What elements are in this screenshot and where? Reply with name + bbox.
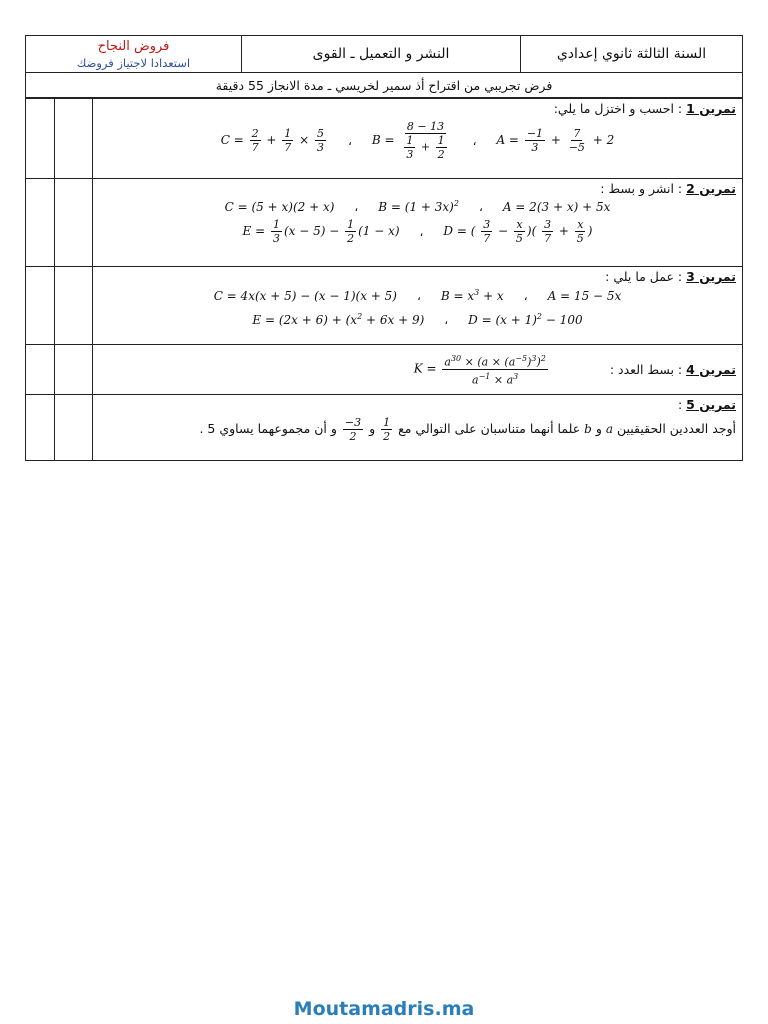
header-table <box>25 35 743 98</box>
expr-2-D: D = ( $\frac{3}{7}$ − $\frac{x}{5}$ )( $\frac{3}{7}$ + $\frac{x}{5}$ ) <box>443 218 593 245</box>
exercise-2-row-2: E = $\frac{1}{3}$ (x − 5) − $\frac{1}{2}$ (1 − x) ، D = ( $\frac{3}{7}$ − $\frac{x}{5}$ )( $\frac{3}{7}$ + $\frac{x}{5}$ ) <box>242 218 593 245</box>
grade-column <box>26 179 55 267</box>
grade-column <box>26 267 55 345</box>
expr-3-E: $E = (2x + 6) + (x^2 + 6x + 9)$ <box>252 312 425 327</box>
exam-subtitle: فرض تجريبي من اقتراح أذ سمير لخريسي ـ مدة الانجاز 55 دقيقة <box>26 73 743 98</box>
score-column <box>55 395 93 461</box>
exercise-5 <box>93 395 743 461</box>
exercise-5-instruction: : <box>677 397 683 412</box>
grade-column <box>26 395 55 461</box>
score-column <box>55 345 93 395</box>
exercise-5-text-1: أوجد العددين الحقيقيين <box>616 421 736 436</box>
exercise-4 <box>93 345 743 395</box>
exercise-2 <box>93 179 743 267</box>
exercise-5-label: تمرين 5 <box>686 397 736 412</box>
brand-top: فروض النجاح <box>97 38 170 54</box>
expr-3-B: $B = x^3 + x$ <box>440 288 504 303</box>
expr-1-C: C = $\frac{2}{7}$ + $\frac{1}{7}$ × $\frac{5}{3}$ <box>220 127 324 154</box>
exercise-3-instruction: : عمل ما يلي : <box>605 269 683 284</box>
exercise-5-statement: أوجد العددين الحقيقيين a و b علما أنهما متناسبان على التوالي مع $\frac{1}{2}$ و $\frac{-3}{2}$ و أن مجموعهما يساوي 5 . <box>199 416 736 443</box>
exercise-1-instruction: : احسب و اختزل ما يلي: <box>553 101 683 116</box>
grade-column <box>26 345 55 395</box>
expr-3-D: $D = (x + 1)^2 - 100$ <box>468 312 583 327</box>
brand-cell <box>26 36 242 73</box>
exercise-3-label: تمرين 3 <box>686 269 736 284</box>
score-column <box>55 179 93 267</box>
expr-2-E: E = $\frac{1}{3}$ (x − 5) − $\frac{1}{2}$ (1 − x) <box>242 218 400 245</box>
expr-3-A: A = 15 − 5x <box>547 288 622 303</box>
expr-2-C: C = (5 + x)(2 + x) <box>224 199 335 214</box>
class-level: السنة الثالثة ثانوي إعدادي <box>521 36 743 73</box>
expr-2-A: A = 2(3 + x) + 5x <box>502 199 611 214</box>
expr-2-B: $B = (1 + 3x)^2$ <box>378 199 459 214</box>
exercise-3-row-1: C = 4x(x + 5) − (x − 1)(x + 5) ، $B = x^3 + x$ ، A = 15 − 5x <box>213 288 622 303</box>
grade-column <box>26 99 55 179</box>
exercise-1-label: تمرين 1 <box>686 101 736 116</box>
exercise-2-instruction: : انشر و بسط : <box>600 181 683 196</box>
exercise-1-expressions: C = $\frac{2}{7}$ + $\frac{1}{7}$ × $\frac{5}{3}$ ، B = 8 − 13 $\frac{1}{3}$ + $\frac{1}{2}$ ، A = $\frac{-1}{3}$ + $\frac{7}{-5}$ + 2 <box>220 120 615 161</box>
exam-sheet <box>25 35 743 461</box>
exercise-4-instruction: : بسط العدد : <box>609 361 683 377</box>
exercise-3 <box>93 267 743 345</box>
exercise-2-label: تمرين 2 <box>686 181 736 196</box>
expr-1-B: B = 8 − 13 $\frac{1}{3}$ + $\frac{1}{2}$ <box>371 120 445 161</box>
exercise-3-row-2: $E = (2x + 6) + (x^2 + 6x + 9)$ ، $D = (x + 1)^2 - 100$ <box>252 312 583 327</box>
exercise-1 <box>93 99 743 179</box>
expr-3-C: C = 4x(x + 5) − (x − 1)(x + 5) <box>213 288 397 303</box>
brand-bottom: استعدادا لاجتياز فروضك <box>76 55 191 70</box>
expr-4-K: K = $\frac{a^{30} \times (a \times (a^{-5})^3)^2}{a^{-1} \times a^3}$ <box>413 353 546 387</box>
exercise-5-text-2: علما أنهما متناسبان على التوالي مع <box>398 421 581 436</box>
exercises-table <box>25 98 743 461</box>
logo-text: Moutamadris.ma <box>293 998 475 1020</box>
exercise-5-text-3: و أن مجموعهما يساوي 5 . <box>199 421 337 436</box>
document-title: النشر و التعميل ـ القوى <box>242 36 521 73</box>
score-column <box>55 99 93 179</box>
site-logo <box>0 998 768 1020</box>
exercise-2-row-1: C = (5 + x)(2 + x) ، $B = (1 + 3x)^2$ ، A = 2(3 + x) + 5x <box>224 199 611 214</box>
exercise-4-label: تمرين 4 <box>686 361 736 377</box>
score-column <box>55 267 93 345</box>
expr-1-A: A = $\frac{-1}{3}$ + $\frac{7}{-5}$ + 2 <box>496 127 615 154</box>
